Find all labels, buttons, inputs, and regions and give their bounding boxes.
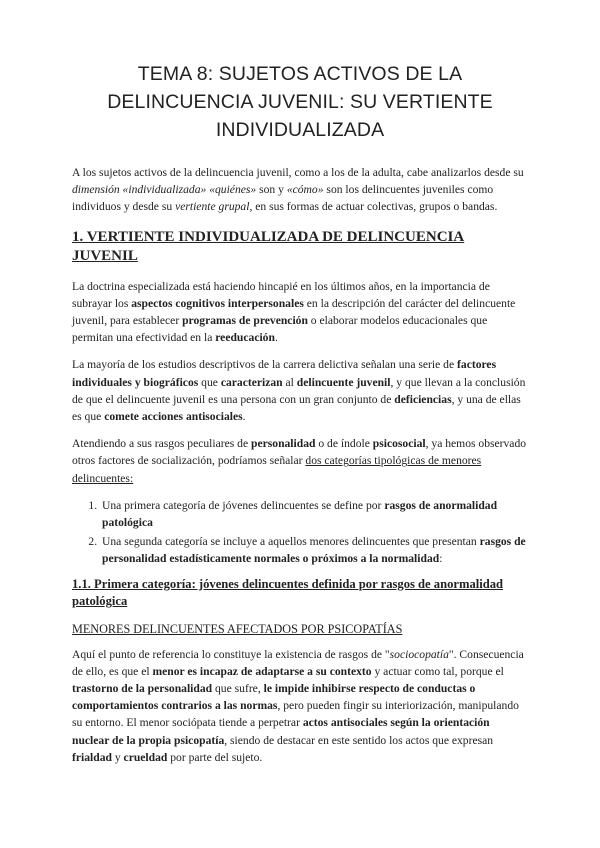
section-1-heading: 1. VERTIENTE INDIVIDUALIZADA DE DELINCUENCIA JUVENIL bbox=[72, 228, 465, 264]
text-run: o de índole bbox=[315, 437, 373, 451]
text-run: Aquí el punto de referencia lo constituye la existencia de rasgos de " bbox=[72, 647, 390, 661]
section-1-paragraph-1 bbox=[72, 278, 528, 347]
text-run: . bbox=[242, 410, 246, 424]
bold-text: caracterizan bbox=[220, 375, 283, 389]
text-run: y bbox=[111, 750, 124, 764]
list-item bbox=[100, 533, 528, 567]
bold-text: actos antisociales según la orientación nuclear de la propia psicopatía bbox=[72, 716, 490, 747]
bold-text: programas de prevención bbox=[182, 314, 308, 328]
text-run: , y que llevan a la conclusión de que el delincuente juvenil es una persona con un gran conjunto de bbox=[72, 375, 526, 406]
list-item bbox=[100, 497, 528, 531]
intro-paragraph bbox=[72, 164, 528, 216]
section-1-1-heading: 1.1. Primera categoría: jóvenes delincuentes definida por rasgos de anormalidad patológica bbox=[72, 576, 504, 609]
text-run: La doctrina especializada está haciendo hincapié en los últimos años, en la importancia de subrayar los bbox=[72, 279, 490, 310]
text-run: y actuar como tal, porque el bbox=[371, 664, 504, 678]
section-1-paragraph-2 bbox=[72, 356, 528, 425]
bold-text: reeducación bbox=[215, 331, 275, 345]
italic-text: dimensión «individualizada» «quiénes» bbox=[72, 183, 257, 197]
text-run: son los delincuentes juveniles como individuos y desde su bbox=[72, 183, 494, 214]
text-run: Una segunda categoría se incluye a aquellos menores delincuentes que presentan bbox=[102, 535, 480, 549]
text-run: , en sus formas de actuar colectivas, grupos o bandas. bbox=[249, 200, 498, 214]
text-run: , ya hemos observado otros factores de socialización, podríamos señalar bbox=[72, 437, 527, 468]
italic-text: «cómo» bbox=[286, 183, 324, 197]
section-1-1-paragraph-1 bbox=[72, 646, 528, 766]
text-run: por parte del sujeto. bbox=[167, 750, 263, 764]
bold-text: factores individuales y biográficos bbox=[72, 358, 497, 389]
bold-text: rasgos de personalidad estadísticamente normales o próximos a la normalidad bbox=[102, 535, 526, 566]
text-run: . bbox=[274, 331, 278, 345]
underlined-text: dos categorías tipológicas de menores delincuentes: bbox=[72, 454, 482, 485]
text-run: , siendo de destacar en este sentido los actos que expresan bbox=[224, 733, 494, 747]
text-run: en la descripción del carácter del delincuente juvenil, para establecer bbox=[72, 296, 516, 328]
bold-text: trastorno de la personalidad bbox=[72, 682, 213, 696]
italic-text: vertiente grupal bbox=[175, 200, 250, 214]
text-run: son y bbox=[256, 183, 287, 197]
bold-text: deficiencias bbox=[394, 392, 452, 406]
text-run: al bbox=[282, 375, 297, 389]
bold-text: personalidad bbox=[251, 437, 316, 451]
bold-text: menor es incapaz de adaptarse a su contexto bbox=[152, 664, 372, 678]
bold-text: psicosocial bbox=[372, 437, 426, 451]
bold-text: frialdad bbox=[72, 750, 112, 764]
text-run: , pero pueden fingir su interiorización, manipulando su entorno. El menor sociópata tiende a perpetrar bbox=[72, 699, 519, 730]
text-run: o elaborar modelos educacionales que permitan una efectividad en la bbox=[72, 314, 488, 345]
bold-text: aspectos cognitivos interpersonales bbox=[131, 296, 304, 310]
italic-text: sociocopatía bbox=[389, 647, 449, 661]
section-1-1-subheading: MENORES DELINCUENTES AFECTADOS POR PSICOPATÍAS bbox=[72, 621, 403, 636]
bold-text: crueldad bbox=[123, 750, 168, 764]
text-run: , y una de ellas es que bbox=[72, 392, 521, 424]
text-run: La mayoría de los estudios descriptivos de la carrera delictiva señalan una serie de bbox=[72, 358, 458, 372]
text-run: A los sujetos activos de la delincuencia juvenil, como a los de la adulta, cabe analizarlos desde su bbox=[72, 166, 524, 179]
text-run: Una primera categoría de jóvenes delincuentes se define por bbox=[102, 498, 385, 512]
bold-text: delincuente juvenil bbox=[296, 375, 391, 389]
text-run: que bbox=[198, 375, 221, 389]
bold-text: rasgos de anormalidad patológica bbox=[102, 498, 498, 530]
document-title: TEMA 8: SUJETOS ACTIVOS DE LA DELINCUENCIA JUVENIL: SU VERTIENTE INDIVIDUALIZADA bbox=[107, 63, 493, 141]
categories-list bbox=[72, 497, 528, 568]
text-run: que sufre, bbox=[212, 682, 264, 696]
bold-text: le impide inhibirse respecto de conductas o comportamientos contrarios a las normas bbox=[72, 682, 476, 713]
text-run: ". Consecuencia de ello, es que el bbox=[72, 647, 524, 678]
text-run: : bbox=[439, 552, 443, 566]
text-run: Atendiendo a sus rasgos peculiares de bbox=[72, 437, 252, 451]
bold-text: comete acciones antisociales bbox=[104, 410, 243, 424]
section-1-paragraph-3 bbox=[72, 435, 528, 487]
